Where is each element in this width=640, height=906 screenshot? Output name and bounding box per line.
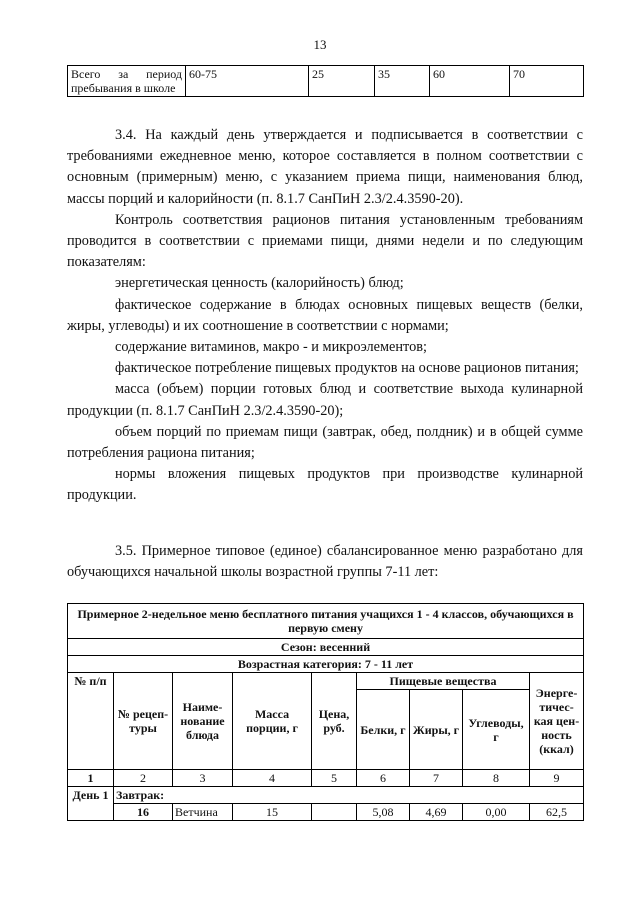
paragraph: масса (объем) порции готовых блюд и соответствие выхода кулинарной продукции (п. 8.1.7 СанПиН 2.3/2.4.3590-20); (67, 381, 583, 419)
table-row (68, 804, 584, 821)
col-number: 4 (233, 770, 312, 787)
table-row (68, 656, 584, 673)
header-recipe: № рецеп-туры (114, 673, 173, 770)
col-number: 5 (312, 770, 357, 787)
header-fats: Жиры, г (410, 690, 463, 770)
row-energy: 62,5 (530, 804, 584, 821)
col-number: 1 (68, 770, 114, 787)
row-carbs: 0,00 (463, 804, 530, 821)
paragraph: 3.4. На каждый день утверждается и подписывается в соответствии с требованиями ежедневное меню, которое составляется в полном соответствии с основным (примерным) меню, с указанием приема пищи, наименования блюд, массы порций и калорийности (п. 8.1.7 СанПиН 2.3/2.4.3590-20). (67, 127, 583, 207)
col-number: 3 (173, 770, 233, 787)
table-row (68, 673, 584, 690)
menu-table (67, 603, 584, 821)
table-row (68, 639, 584, 656)
table-row (68, 770, 584, 787)
row-fats: 4,69 (410, 804, 463, 821)
header-num: № п/п (68, 673, 114, 770)
row-proteins: 5,08 (357, 804, 410, 821)
col-number: 6 (357, 770, 410, 787)
row-dish-name: Ветчина (173, 804, 233, 821)
section-3-5 (67, 541, 583, 583)
table-row (68, 66, 584, 97)
period-total-label: Всего за период пребывания в школе (68, 66, 186, 97)
col-number: 9 (530, 770, 584, 787)
paragraph: фактическое потребление пищевых продуктов на основе рационов питания; (115, 360, 579, 377)
paragraph: фактическое содержание в блюдах основных пищевых веществ (белки, жиры, углеводы) и их соотношение в соответствии с нормами; (67, 296, 583, 334)
paragraph: энергетическая ценность (калорийность) блюд; (115, 275, 404, 292)
day-label: День 1 (68, 787, 114, 821)
row-mass: 15 (233, 804, 312, 821)
header-price: Цена, руб. (312, 673, 357, 770)
paragraph: объем порций по приемам пищи (завтрак, обед, полдник) и в общей сумме потребления рациона питания; (67, 423, 583, 462)
page-number: 13 (313, 37, 327, 52)
header-proteins: Белки, г (357, 690, 410, 770)
table-cell: 35 (375, 66, 430, 97)
row-price (312, 804, 357, 821)
header-mass: Масса порции, г (233, 673, 312, 770)
table-cell: 25 (309, 66, 375, 97)
paragraph: нормы вложения пищевых продуктов при производстве кулинарной продукции. (67, 466, 583, 504)
header-carbs: Углеводы, г (463, 690, 530, 770)
section-3-4 (67, 125, 583, 507)
table-cell: 60 (430, 66, 510, 97)
table-cell: 60-75 (186, 66, 309, 97)
col-number: 7 (410, 770, 463, 787)
table-row (68, 604, 584, 639)
paragraph: 3.5. Примерное типовое (единое) сбалансированное меню разработано для обучающихся начальной школы возрастной группы 7-11 лет: (67, 543, 583, 581)
header-name: Наиме-нование блюда (173, 673, 233, 770)
table-cell: 70 (510, 66, 584, 97)
header-energy: Энерге-тичес-кая цен-ность (ккал) (530, 673, 584, 770)
menu-age-category: Возрастная категория: 7 - 11 лет (68, 656, 584, 673)
header-nutrients: Пищевые вещества (357, 673, 530, 690)
col-number: 8 (463, 770, 530, 787)
col-number: 2 (114, 770, 173, 787)
paragraph: содержание витаминов, макро - и микроэлементов; (115, 339, 427, 356)
menu-season: Сезон: весенний (68, 639, 584, 656)
paragraph: Контроль соответствия рационов питания установленным требованиям проводится в соответствии с приемами пищи, днями недели и по следующим показателям: (67, 211, 583, 271)
row-recipe: 16 (114, 804, 173, 821)
meal-label: Завтрак: (114, 787, 584, 804)
menu-title: Примерное 2-недельное меню бесплатного питания учащихся 1 - 4 классов, обучающихся в первую смену (68, 604, 584, 639)
table-row (68, 787, 584, 804)
period-total-table (67, 65, 584, 97)
